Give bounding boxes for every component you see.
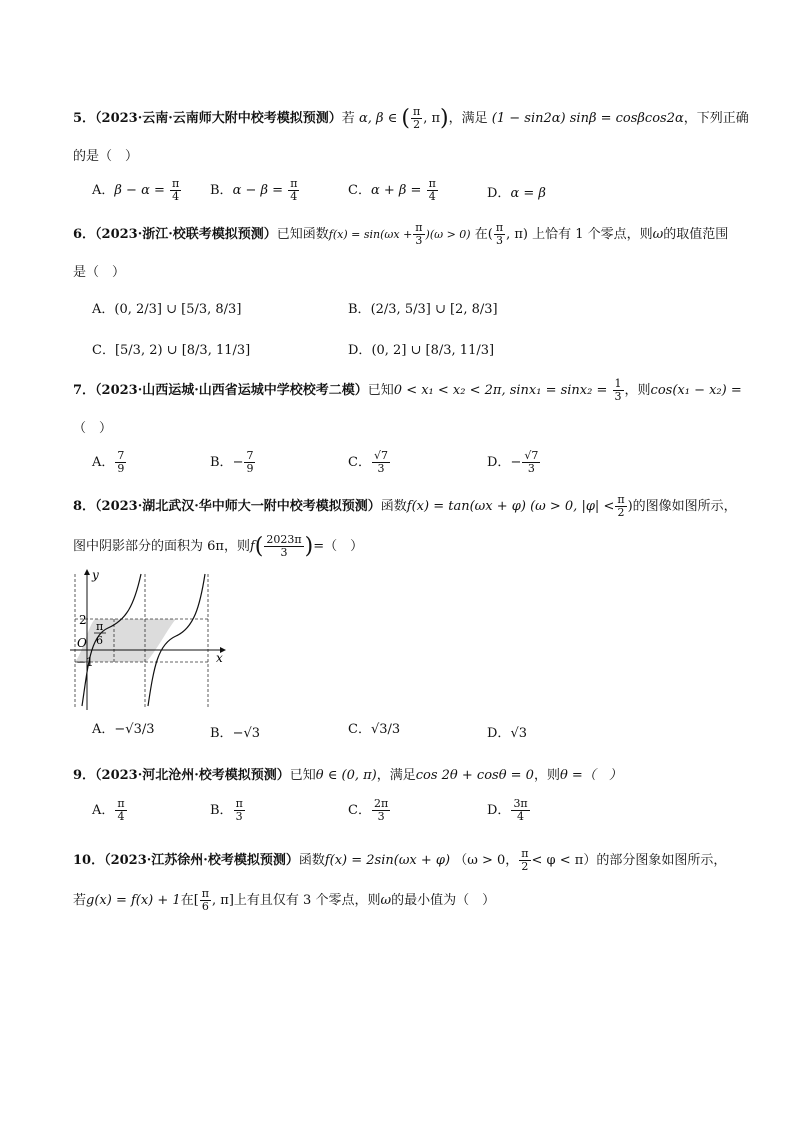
q10-stem-line2 <box>73 888 495 913</box>
q10-cond-frac: $\frac{\pi}{2}$ <box>521 847 529 873</box>
q6-number: 6． <box>73 227 96 242</box>
q7-source: （2023·山西运城·山西省运城中学校校考二模） <box>95 383 368 398</box>
q7-cond-frac: $\frac{1}{3}$ <box>614 377 622 403</box>
q6-text-c: 上恰有 1 个零点，则 <box>532 227 653 242</box>
q5-condition: (1 − sin2α) sinβ = cosβcos2α <box>491 111 684 126</box>
q10-number: 10． <box>73 853 105 868</box>
q8-option-b[interactable]: B．−√3 <box>210 726 261 741</box>
q5-stem-line1 <box>73 106 749 131</box>
q7-stem-line1 <box>73 378 742 403</box>
q10-int-open: [ <box>193 893 199 908</box>
q9-text-c: ，则 <box>533 768 560 783</box>
q6-source: （2023·浙江·校联考模拟预测） <box>95 227 277 242</box>
q6-text-b: 在 <box>474 227 488 242</box>
q10-int-rest: , π] <box>212 893 234 908</box>
q6-func: f(x) = sin(ωx + <box>328 228 413 241</box>
q5-text-b: ，满足 <box>448 111 488 126</box>
q5-option-d[interactable]: D．α = β <box>487 186 546 201</box>
q5-option-a[interactable]: A．β − α = $\frac{\pi}{4}$ <box>92 177 180 203</box>
q7-option-d[interactable]: D．− $\frac{√7}{3}$ <box>487 449 539 475</box>
q9-option-c[interactable]: C． $\frac{2\pi}{3}$ <box>348 797 389 823</box>
q5-source: （2023·云南·云南师大附中校考模拟预测） <box>95 111 342 126</box>
y-axis-arrow <box>84 569 90 575</box>
q5-interval-frac: $\frac{\pi}{2}$ <box>413 105 421 131</box>
q6-omega: ω <box>652 227 664 242</box>
q6-option-c[interactable]: C．[5/3, 2) ∪ [8/3, 11/3] <box>92 343 251 358</box>
q7-number: 7． <box>73 383 96 398</box>
tick-pi6-num: π <box>96 620 104 633</box>
q8-ask-frac: $\frac{2023\pi}{3}$ <box>266 533 302 559</box>
q5-paren: ( <box>401 106 410 131</box>
q6-text: 已知函数 <box>276 227 329 242</box>
q6-stem-line2: 是（ ） <box>73 265 126 280</box>
q6-option-a[interactable]: A．(0, 2/3] ∪ [5/3, 8/3] <box>92 302 242 317</box>
q9-option-b[interactable]: B． $\frac{\pi}{3}$ <box>210 797 243 823</box>
q6-func-rest: )(ω > 0) <box>425 228 471 241</box>
q7-ask: cos(x₁ − x₂) = <box>650 383 742 398</box>
q6-int-rest: , π) <box>506 227 528 242</box>
q9-ask: θ =（ ） <box>559 768 622 783</box>
q8-number: 8． <box>73 499 96 514</box>
q9-text-b: ，满足 <box>376 768 416 783</box>
q9-number: 9． <box>73 768 96 783</box>
q7-text-b: ，则 <box>624 383 651 398</box>
q8-option-c[interactable]: C．√3/3 <box>348 722 401 737</box>
q10-text-e: 上有且仅有 3 个零点，则 <box>233 893 381 908</box>
x-axis-label: x <box>216 651 223 665</box>
q5-option-c[interactable]: C．α + β = $\frac{\pi}{4}$ <box>348 177 436 203</box>
q6-option-b[interactable]: B．(2/3, 5/3] ∪ [2, 8/3] <box>348 302 498 317</box>
q7-option-b[interactable]: B．− $\frac{7}{9}$ <box>210 449 254 475</box>
q10-cond-a: （ω > 0， <box>454 853 519 868</box>
q7-condition: 0 < x₁ < x₂ < 2π, sinx₁ = sinx₂ = <box>393 383 608 398</box>
q6-int-open: ( <box>487 227 493 242</box>
q8-func: f(x) = tan(ωx + φ) <box>406 499 526 514</box>
q10-text-c: 若 <box>73 893 87 908</box>
q6-stem-line1 <box>73 222 728 247</box>
q9-stem-line1 <box>73 764 622 783</box>
q7-paren: （ ） <box>73 421 113 436</box>
q10-text-f: 的最小值为（ ） <box>391 893 496 908</box>
q10-cond-b: < φ < π） <box>531 853 597 868</box>
tick-pi6-den: 6 <box>96 634 103 647</box>
q9-option-a[interactable]: A． $\frac{\pi}{4}$ <box>92 797 125 823</box>
q10-text: 函数 <box>298 853 325 868</box>
q8-ask-rest: =（ ） <box>313 539 364 554</box>
q5-number: 5． <box>73 111 96 126</box>
y-axis-label: y <box>92 568 99 582</box>
q10-source: （2023·江苏徐州·校考模拟预测） <box>104 853 299 868</box>
q5-text: 若 <box>341 111 355 126</box>
q10-text-b: 的部分图象如图所示， <box>596 853 727 868</box>
q10-g: g(x) = f(x) + 1 <box>86 893 181 908</box>
q6-text-d: 的取值范围 <box>663 227 729 242</box>
q7-option-c[interactable]: C． $\frac{√7}{3}$ <box>348 449 388 475</box>
q8-stem-line1: 8．（2023·湖北武汉·华中师大一附中校考模拟预测）函数f(x) = tan(ωx + φ) (ω > 0, |φ| < $\frac{\pi}{2}$ )的图像如图所示， <box>73 493 737 519</box>
q7-text: 已知 <box>367 383 394 398</box>
q5-paren-close: ) <box>440 106 449 131</box>
q9-source: （2023·河北沧州·校考模拟预测） <box>95 768 290 783</box>
q10-stem-line1 <box>73 848 726 873</box>
q5-stem-line2: 的是（ ） <box>73 149 139 164</box>
q10-int-frac: $\frac{\pi}{6}$ <box>201 887 210 913</box>
q8-option-a[interactable]: A．−√3/3 <box>92 722 155 737</box>
origin-label: O <box>77 636 87 650</box>
q10-func: f(x) = 2sin(ωx + φ) <box>324 853 451 868</box>
q8-text-b: 的图像如图所示， <box>632 499 737 514</box>
q6-int-frac: $\frac{\pi}{3}$ <box>495 221 504 247</box>
q10-text-d: 在 <box>180 893 194 908</box>
q8-text: 函数 <box>380 499 407 514</box>
q8-condition: (ω > 0, |φ| < <box>530 499 615 514</box>
q8-text-c: 图中阴影部分的面积为 6π，则 <box>73 539 250 554</box>
q8-option-d[interactable]: D．√3 <box>487 726 527 741</box>
q9-condition: θ ∈ (0, π) <box>315 768 377 783</box>
q9-equation: cos 2θ + cosθ = 0 <box>415 768 534 783</box>
q5-text-c: ，下列正确 <box>683 111 749 126</box>
tick-m1-label: −1 <box>76 655 94 669</box>
q6-func-frac: $\frac{\pi}{3}$ <box>415 221 423 247</box>
q10-omega: ω <box>380 893 392 908</box>
q7-option-a[interactable]: A． $\frac{7}{9}$ <box>92 449 125 475</box>
q8-cond-frac: $\frac{\pi}{2}$ <box>617 493 625 519</box>
q8-ask-f: f <box>249 539 255 554</box>
q8-tangent-graph <box>68 566 238 712</box>
q9-option-d[interactable]: D． $\frac{3\pi}{4}$ <box>487 797 528 823</box>
q5-set: α, β ∈ <box>358 111 398 126</box>
q6-option-d[interactable]: D．(0, 2] ∪ [8/3, 11/3] <box>348 343 495 358</box>
q5-interval-rest: , π <box>423 111 441 126</box>
q8-source: （2023·湖北武汉·华中师大一附中校考模拟预测） <box>95 499 381 514</box>
tick-2-label: 2 <box>79 613 87 627</box>
q9-text: 已知 <box>289 768 316 783</box>
q8-stem-line2: 图中阴影部分的面积为 6π，则f( $\frac{2023\pi}{3}$ )=（ ） <box>73 533 364 559</box>
q5-option-b[interactable]: B．α − β = $\frac{\pi}{4}$ <box>210 177 298 203</box>
